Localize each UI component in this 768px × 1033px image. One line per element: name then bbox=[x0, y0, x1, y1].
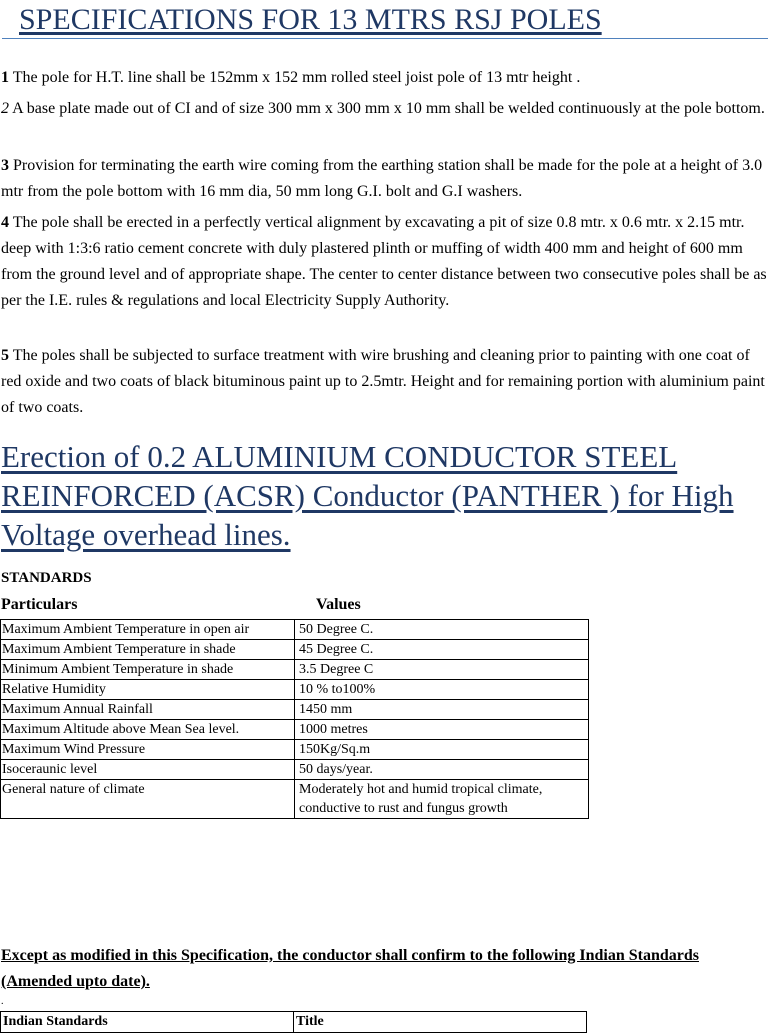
table-cell: Maximum Wind Pressure bbox=[1, 740, 295, 760]
standards-label: STANDARDS bbox=[1, 570, 92, 586]
spec-item-3: 3 Provision for terminating the earth wire coming from the earthing station shall be made for the pole at a height of 3.0 mtr from the pole bottom with 16 mm dia, 50 mm long G.I. bolt and G.I washers. bbox=[1, 157, 763, 200]
table-cell: Isoceraunic level bbox=[1, 760, 295, 780]
table-cell: 50 Degree C. bbox=[295, 620, 589, 640]
table-cell: 45 Degree C. bbox=[295, 640, 589, 660]
table-row bbox=[1, 640, 589, 660]
table-cell: 10 % to100% bbox=[295, 680, 589, 700]
table-row bbox=[1, 720, 589, 740]
spec-item-1: 1 The pole for H.T. line shall be 152mm x 152 mm rolled steel joist pole of 13 mtr height . bbox=[1, 69, 581, 86]
table-row bbox=[1, 700, 589, 720]
table-cell: Relative Humidity bbox=[1, 680, 295, 700]
table-row bbox=[1, 760, 589, 780]
col-values-header: Values bbox=[316, 596, 361, 613]
table-header-row bbox=[1, 1012, 587, 1033]
table-cell: Moderately hot and humid tropical climate, conductive to rust and fungus growth bbox=[295, 780, 589, 819]
table-cell: Maximum Ambient Temperature in shade bbox=[1, 640, 295, 660]
spec-item-5: 5 The poles shall be subjected to surface treatment with wire brushing and cleaning prior to painting with one coat of red oxide and two coats of black bituminous paint up to 2.5mtr. Height and for remaining portion with aluminium paint of two coats. bbox=[1, 347, 765, 416]
stray-dot: . bbox=[1, 996, 4, 1007]
table-cell: Minimum Ambient Temperature in shade bbox=[1, 660, 295, 680]
standards-note: Except as modified in this Specification, the conductor shall confirm to the following Indian Standards (Amended upto date). bbox=[1, 947, 699, 990]
table-cell: 150Kg/Sq.m bbox=[295, 740, 589, 760]
table-cell: Maximum Altitude above Mean Sea level. bbox=[1, 720, 295, 740]
table-cell: 1450 mm bbox=[295, 700, 589, 720]
spec-item-4: 4 The pole shall be erected in a perfectly vertical alignment by excavating a pit of size 0.8 mtr. x 0.6 mtr. x 2.15 mtr. deep with 1:3:6 ratio cement concrete with duly plastered plinth or muffing of width 400 mm and height of 600 mm from the ground level and of appropriate shape. The center to center distance between two consecutive poles shall be as per the I.E. rules & regulations and local Electricity Supply Authority. bbox=[1, 214, 767, 309]
table-cell: 50 days/year. bbox=[295, 760, 589, 780]
table-row bbox=[1, 780, 589, 819]
table-row bbox=[1, 740, 589, 760]
col-indian-standards-header: Indian Standards bbox=[1, 1012, 294, 1033]
table-cell: General nature of climate bbox=[1, 780, 295, 819]
col-title-header: Title bbox=[294, 1012, 587, 1033]
table-row bbox=[1, 620, 589, 640]
section-heading: Erection of 0.2 ALUMINIUM CONDUCTOR STEEL REINFORCED (ACSR) Conductor (PANTHER ) for High Voltage overhead lines. bbox=[1, 439, 734, 552]
climate-table bbox=[0, 619, 589, 819]
table-cell: 3.5 Degree C bbox=[295, 660, 589, 680]
table-cell: 1000 metres bbox=[295, 720, 589, 740]
spec-item-2: 2 A base plate made out of CI and of size 300 mm x 300 mm x 10 mm shall be welded continuously at the pole bottom. bbox=[1, 100, 765, 117]
indian-standards-table bbox=[0, 1011, 587, 1033]
table-cell: Maximum Ambient Temperature in open air bbox=[1, 620, 295, 640]
table-cell: Maximum Annual Rainfall bbox=[1, 700, 295, 720]
page-title: SPECIFICATIONS FOR 13 MTRS RSJ POLES bbox=[2, 2, 768, 39]
table-row bbox=[1, 680, 589, 700]
table-row bbox=[1, 660, 589, 680]
col-particulars-header: Particulars bbox=[1, 596, 78, 613]
